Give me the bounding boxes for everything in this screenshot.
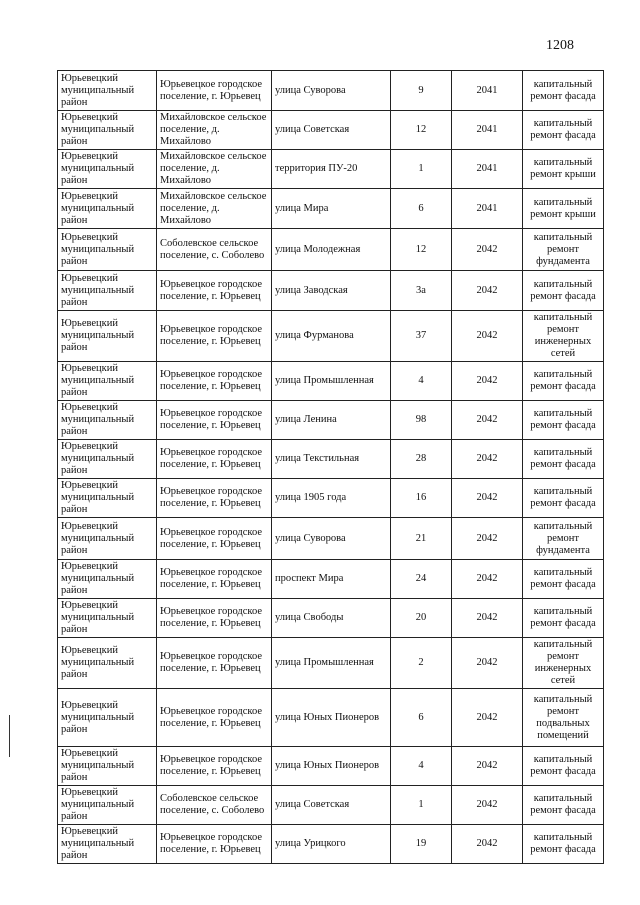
work-type-cell: капитальный ремонт фасада bbox=[523, 560, 604, 599]
table-row bbox=[58, 111, 604, 150]
street-cell: улица Советская bbox=[272, 111, 391, 150]
settlement-cell: Юрьевецкое городское поселение, г. Юрьевец bbox=[157, 311, 272, 362]
table-row bbox=[58, 401, 604, 440]
work-type-cell: капитальный ремонт фасада bbox=[523, 440, 604, 479]
district-cell: Юрьевецкий муниципальный район bbox=[58, 638, 157, 689]
settlement-cell: Михайловское сельское поселение, д. Михайлово bbox=[157, 189, 272, 229]
work-type-cell: капитальный ремонт фасада bbox=[523, 71, 604, 111]
district-cell: Юрьевецкий муниципальный район bbox=[58, 271, 157, 311]
work-type-cell: капитальный ремонт фасада bbox=[523, 786, 604, 825]
year-cell: 2042 bbox=[452, 689, 523, 747]
table-row bbox=[58, 479, 604, 518]
work-type-cell: капитальный ремонт крыши bbox=[523, 150, 604, 189]
house-number-cell: 98 bbox=[391, 401, 452, 440]
table-row bbox=[58, 689, 604, 747]
settlement-cell: Михайловское сельское поселение, д. Михайлово bbox=[157, 150, 272, 189]
settlement-cell: Соболевское сельское поселение, с. Соболево bbox=[157, 786, 272, 825]
year-cell: 2042 bbox=[452, 229, 523, 271]
street-cell: улица Юных Пионеров bbox=[272, 689, 391, 747]
table-row bbox=[58, 189, 604, 229]
table-body bbox=[58, 71, 604, 864]
year-cell: 2042 bbox=[452, 271, 523, 311]
settlement-cell: Юрьевецкое городское поселение, г. Юрьевец bbox=[157, 747, 272, 786]
settlement-cell: Юрьевецкое городское поселение, г. Юрьевец bbox=[157, 71, 272, 111]
settlement-cell: Соболевское сельское поселение, с. Соболево bbox=[157, 229, 272, 271]
house-number-cell: 3а bbox=[391, 271, 452, 311]
district-cell: Юрьевецкий муниципальный район bbox=[58, 71, 157, 111]
settlement-cell: Юрьевецкое городское поселение, г. Юрьевец bbox=[157, 362, 272, 401]
district-cell: Юрьевецкий муниципальный район bbox=[58, 229, 157, 271]
street-cell: территория ПУ-20 bbox=[272, 150, 391, 189]
work-type-cell: капитальный ремонт фасада bbox=[523, 479, 604, 518]
district-cell: Юрьевецкий муниципальный район bbox=[58, 311, 157, 362]
table-row bbox=[58, 150, 604, 189]
street-cell: улица 1905 года bbox=[272, 479, 391, 518]
table-row bbox=[58, 825, 604, 864]
district-cell: Юрьевецкий муниципальный район bbox=[58, 599, 157, 638]
house-number-cell: 19 bbox=[391, 825, 452, 864]
street-cell: улица Советская bbox=[272, 786, 391, 825]
house-number-cell: 2 bbox=[391, 638, 452, 689]
street-cell: улица Промышленная bbox=[272, 638, 391, 689]
work-type-cell: капитальный ремонт фасада bbox=[523, 825, 604, 864]
year-cell: 2042 bbox=[452, 560, 523, 599]
year-cell: 2041 bbox=[452, 111, 523, 150]
year-cell: 2042 bbox=[452, 362, 523, 401]
district-cell: Юрьевецкий муниципальный район bbox=[58, 111, 157, 150]
house-number-cell: 1 bbox=[391, 786, 452, 825]
table-row bbox=[58, 560, 604, 599]
house-number-cell: 16 bbox=[391, 479, 452, 518]
house-number-cell: 9 bbox=[391, 71, 452, 111]
table-row bbox=[58, 362, 604, 401]
table-row bbox=[58, 747, 604, 786]
settlement-cell: Михайловское сельское поселение, д. Михайлово bbox=[157, 111, 272, 150]
house-number-cell: 1 bbox=[391, 150, 452, 189]
work-type-cell: капитальный ремонт фасада bbox=[523, 271, 604, 311]
house-number-cell: 21 bbox=[391, 518, 452, 560]
year-cell: 2042 bbox=[452, 479, 523, 518]
settlement-cell: Юрьевецкое городское поселение, г. Юрьевец bbox=[157, 599, 272, 638]
district-cell: Юрьевецкий муниципальный район bbox=[58, 518, 157, 560]
table-row bbox=[58, 229, 604, 271]
settlement-cell: Юрьевецкое городское поселение, г. Юрьевец bbox=[157, 689, 272, 747]
house-number-cell: 20 bbox=[391, 599, 452, 638]
district-cell: Юрьевецкий муниципальный район bbox=[58, 479, 157, 518]
work-type-cell: капитальный ремонт фасада bbox=[523, 111, 604, 150]
street-cell: улица Промышленная bbox=[272, 362, 391, 401]
year-cell: 2042 bbox=[452, 638, 523, 689]
table-row bbox=[58, 518, 604, 560]
work-type-cell: капитальный ремонт фасада bbox=[523, 362, 604, 401]
work-type-cell: капитальный ремонт фасада bbox=[523, 599, 604, 638]
street-cell: проспект Мира bbox=[272, 560, 391, 599]
street-cell: улица Фурманова bbox=[272, 311, 391, 362]
street-cell: улица Заводская bbox=[272, 271, 391, 311]
work-type-cell: капитальный ремонт фундамента bbox=[523, 518, 604, 560]
district-cell: Юрьевецкий муниципальный район bbox=[58, 560, 157, 599]
house-number-cell: 6 bbox=[391, 189, 452, 229]
street-cell: улица Текстильная bbox=[272, 440, 391, 479]
district-cell: Юрьевецкий муниципальный район bbox=[58, 747, 157, 786]
table-row bbox=[58, 638, 604, 689]
house-number-cell: 28 bbox=[391, 440, 452, 479]
street-cell: улица Юных Пионеров bbox=[272, 747, 391, 786]
work-type-cell: капитальный ремонт инженерных сетей bbox=[523, 311, 604, 362]
settlement-cell: Юрьевецкое городское поселение, г. Юрьевец bbox=[157, 638, 272, 689]
work-type-cell: капитальный ремонт фасада bbox=[523, 747, 604, 786]
settlement-cell: Юрьевецкое городское поселение, г. Юрьевец bbox=[157, 440, 272, 479]
year-cell: 2041 bbox=[452, 150, 523, 189]
house-number-cell: 4 bbox=[391, 747, 452, 786]
year-cell: 2042 bbox=[452, 311, 523, 362]
house-number-cell: 24 bbox=[391, 560, 452, 599]
table-row bbox=[58, 271, 604, 311]
house-number-cell: 6 bbox=[391, 689, 452, 747]
page-number: 1208 bbox=[546, 38, 574, 53]
year-cell: 2042 bbox=[452, 518, 523, 560]
work-type-cell: капитальный ремонт инженерных сетей bbox=[523, 638, 604, 689]
street-cell: улица Урицкого bbox=[272, 825, 391, 864]
district-cell: Юрьевецкий муниципальный район bbox=[58, 189, 157, 229]
district-cell: Юрьевецкий муниципальный район bbox=[58, 362, 157, 401]
house-number-cell: 12 bbox=[391, 111, 452, 150]
table-row bbox=[58, 311, 604, 362]
district-cell: Юрьевецкий муниципальный район bbox=[58, 150, 157, 189]
year-cell: 2042 bbox=[452, 440, 523, 479]
table-row bbox=[58, 599, 604, 638]
district-cell: Юрьевецкий муниципальный район bbox=[58, 689, 157, 747]
table-row bbox=[58, 786, 604, 825]
street-cell: улица Молодежная bbox=[272, 229, 391, 271]
settlement-cell: Юрьевецкое городское поселение, г. Юрьевец bbox=[157, 518, 272, 560]
year-cell: 2042 bbox=[452, 825, 523, 864]
district-cell: Юрьевецкий муниципальный район bbox=[58, 401, 157, 440]
settlement-cell: Юрьевецкое городское поселение, г. Юрьевец bbox=[157, 401, 272, 440]
settlement-cell: Юрьевецкое городское поселение, г. Юрьевец bbox=[157, 479, 272, 518]
street-cell: улица Суворова bbox=[272, 71, 391, 111]
house-number-cell: 12 bbox=[391, 229, 452, 271]
settlement-cell: Юрьевецкое городское поселение, г. Юрьевец bbox=[157, 560, 272, 599]
year-cell: 2042 bbox=[452, 599, 523, 638]
year-cell: 2041 bbox=[452, 189, 523, 229]
year-cell: 2042 bbox=[452, 401, 523, 440]
district-cell: Юрьевецкий муниципальный район bbox=[58, 825, 157, 864]
house-number-cell: 4 bbox=[391, 362, 452, 401]
district-cell: Юрьевецкий муниципальный район bbox=[58, 786, 157, 825]
house-number-cell: 37 bbox=[391, 311, 452, 362]
street-cell: улица Суворова bbox=[272, 518, 391, 560]
repair-schedule-table bbox=[57, 70, 604, 864]
table-row bbox=[58, 71, 604, 111]
margin-mark bbox=[9, 715, 10, 757]
year-cell: 2042 bbox=[452, 786, 523, 825]
work-type-cell: капитальный ремонт фасада bbox=[523, 401, 604, 440]
district-cell: Юрьевецкий муниципальный район bbox=[58, 440, 157, 479]
work-type-cell: капитальный ремонт фундамента bbox=[523, 229, 604, 271]
street-cell: улица Свободы bbox=[272, 599, 391, 638]
street-cell: улица Мира bbox=[272, 189, 391, 229]
street-cell: улица Ленина bbox=[272, 401, 391, 440]
table-row bbox=[58, 440, 604, 479]
year-cell: 2041 bbox=[452, 71, 523, 111]
work-type-cell: капитальный ремонт крыши bbox=[523, 189, 604, 229]
settlement-cell: Юрьевецкое городское поселение, г. Юрьевец bbox=[157, 271, 272, 311]
work-type-cell: капитальный ремонт подвальных помещений bbox=[523, 689, 604, 747]
settlement-cell: Юрьевецкое городское поселение, г. Юрьевец bbox=[157, 825, 272, 864]
year-cell: 2042 bbox=[452, 747, 523, 786]
